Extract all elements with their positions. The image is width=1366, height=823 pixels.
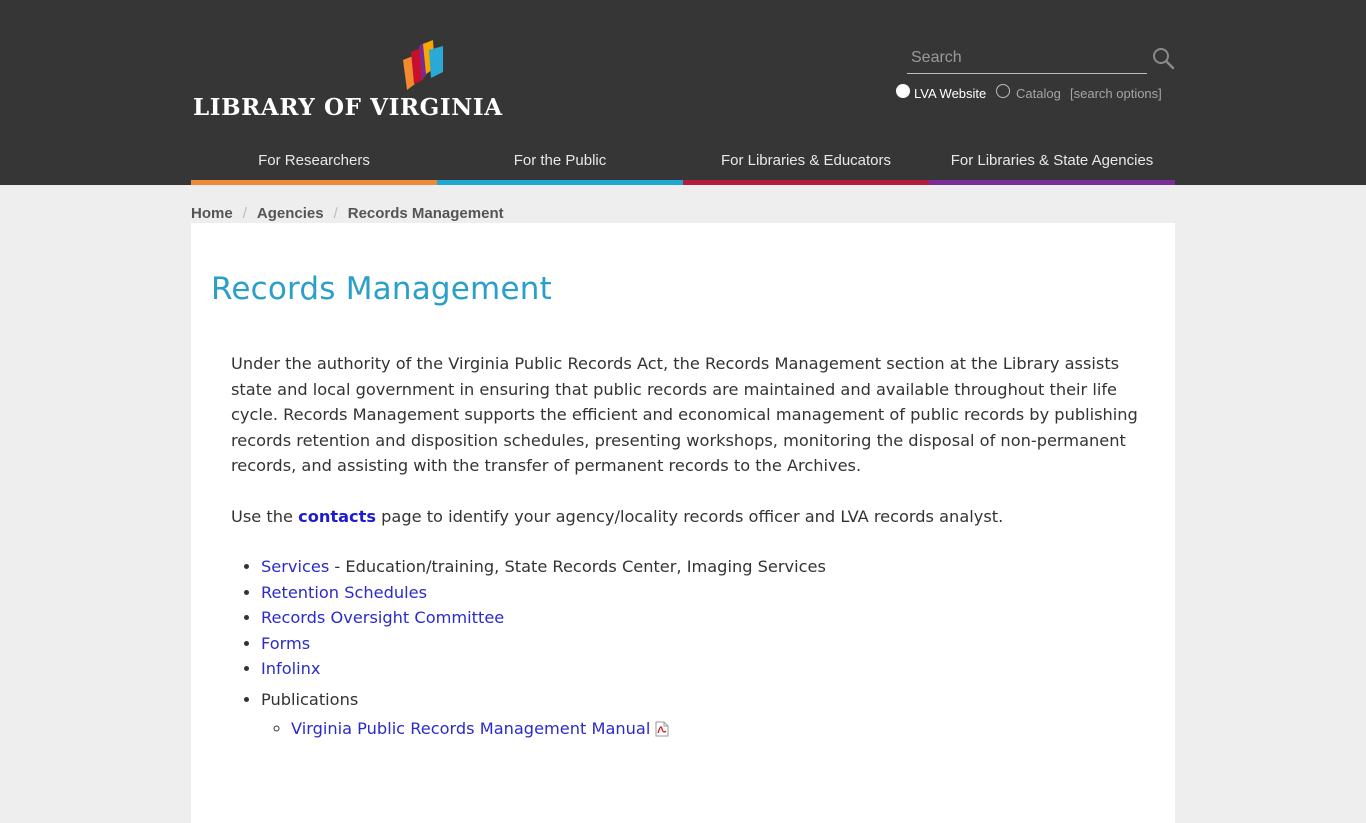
breadcrumb-current: Records Management <box>347 205 504 222</box>
nav-for-libraries-educators[interactable] <box>683 136 929 185</box>
search-options <box>896 84 1176 104</box>
search-options-link[interactable]: [search options] <box>1070 86 1162 101</box>
publications-list <box>261 716 1161 742</box>
radio-label-lva-website[interactable]: LVA Website <box>914 86 987 101</box>
breadcrumb-home[interactable]: Home <box>191 205 233 222</box>
search-input[interactable] <box>907 44 1151 72</box>
records-links-list <box>231 554 1161 742</box>
list-item <box>261 605 1161 631</box>
contacts-link[interactable]: contacts <box>298 506 376 526</box>
publications-label: Publications <box>261 689 359 709</box>
radio-catalog[interactable] <box>996 84 1010 98</box>
nav-label: For Libraries & Educators <box>720 152 892 169</box>
list-item <box>261 580 1161 606</box>
radio-lva-website[interactable] <box>896 84 910 98</box>
main-nav <box>191 136 1175 185</box>
breadcrumb-separator: / <box>242 205 247 222</box>
nav-label: For the Public <box>513 152 607 169</box>
nav-for-researchers[interactable] <box>191 136 437 185</box>
nav-color-bar <box>929 180 1175 185</box>
services-link[interactable]: Services <box>261 557 330 576</box>
publications-item <box>261 687 1161 742</box>
site-header <box>0 0 1366 185</box>
retention-schedules-link[interactable]: Retention Schedules <box>261 582 428 602</box>
search-box <box>907 44 1147 74</box>
logo-text: LIBRARY OF VIRGINIA <box>193 94 503 121</box>
services-description: - Education/training, State Records Center, Imaging Services <box>329 557 826 576</box>
intro-paragraph: Under the authority of the Virginia Public Records Act, the Records Management section at the Library assists state and local government in ensuring that public records are maintained and available throughout their life cycle. Records Management supports the efficient and economical management of public records by publishing records retention and disposition schedules, presenting workshops, monitoring the disposal of non-permanent records, and assisting with the transfer of permanent records to the Archives. <box>231 354 1138 475</box>
book-logo-icon <box>401 38 445 92</box>
nav-color-bar <box>683 180 929 185</box>
nav-for-the-public[interactable] <box>437 136 683 185</box>
list-item <box>261 656 1161 682</box>
list-item <box>291 716 1161 742</box>
nav-color-bar <box>437 180 683 185</box>
list-item <box>261 631 1161 657</box>
main-content <box>191 223 1175 823</box>
search-icon[interactable] <box>1151 46 1175 70</box>
page-title: Records Management <box>211 271 552 307</box>
body-text <box>231 351 1161 742</box>
breadcrumb-agencies[interactable]: Agencies <box>256 205 324 222</box>
list-item <box>261 554 1161 580</box>
records-oversight-committee-link[interactable]: Records Oversight Committee <box>261 608 505 627</box>
records-management-manual-link[interactable]: Virginia Public Records Management Manual <box>291 719 651 738</box>
breadcrumb-separator: / <box>333 205 338 222</box>
nav-for-libraries-state-agencies[interactable] <box>929 136 1175 185</box>
nav-label: For Researchers <box>258 152 370 169</box>
infolinx-link[interactable]: Infolinx <box>261 659 321 678</box>
pdf-icon[interactable] <box>654 721 670 737</box>
radio-label-catalog[interactable]: Catalog <box>1016 86 1061 101</box>
forms-link[interactable]: Forms <box>261 633 311 653</box>
contacts-pre: Use the <box>231 506 299 526</box>
nav-label: For Libraries & State Agencies <box>950 152 1154 169</box>
breadcrumb <box>191 185 1175 223</box>
contacts-paragraph <box>231 504 1161 530</box>
library-logo[interactable] <box>193 38 513 122</box>
contacts-post: page to identify your agency/locality records officer and LVA records analyst. <box>375 506 1004 526</box>
nav-color-bar <box>191 180 437 185</box>
